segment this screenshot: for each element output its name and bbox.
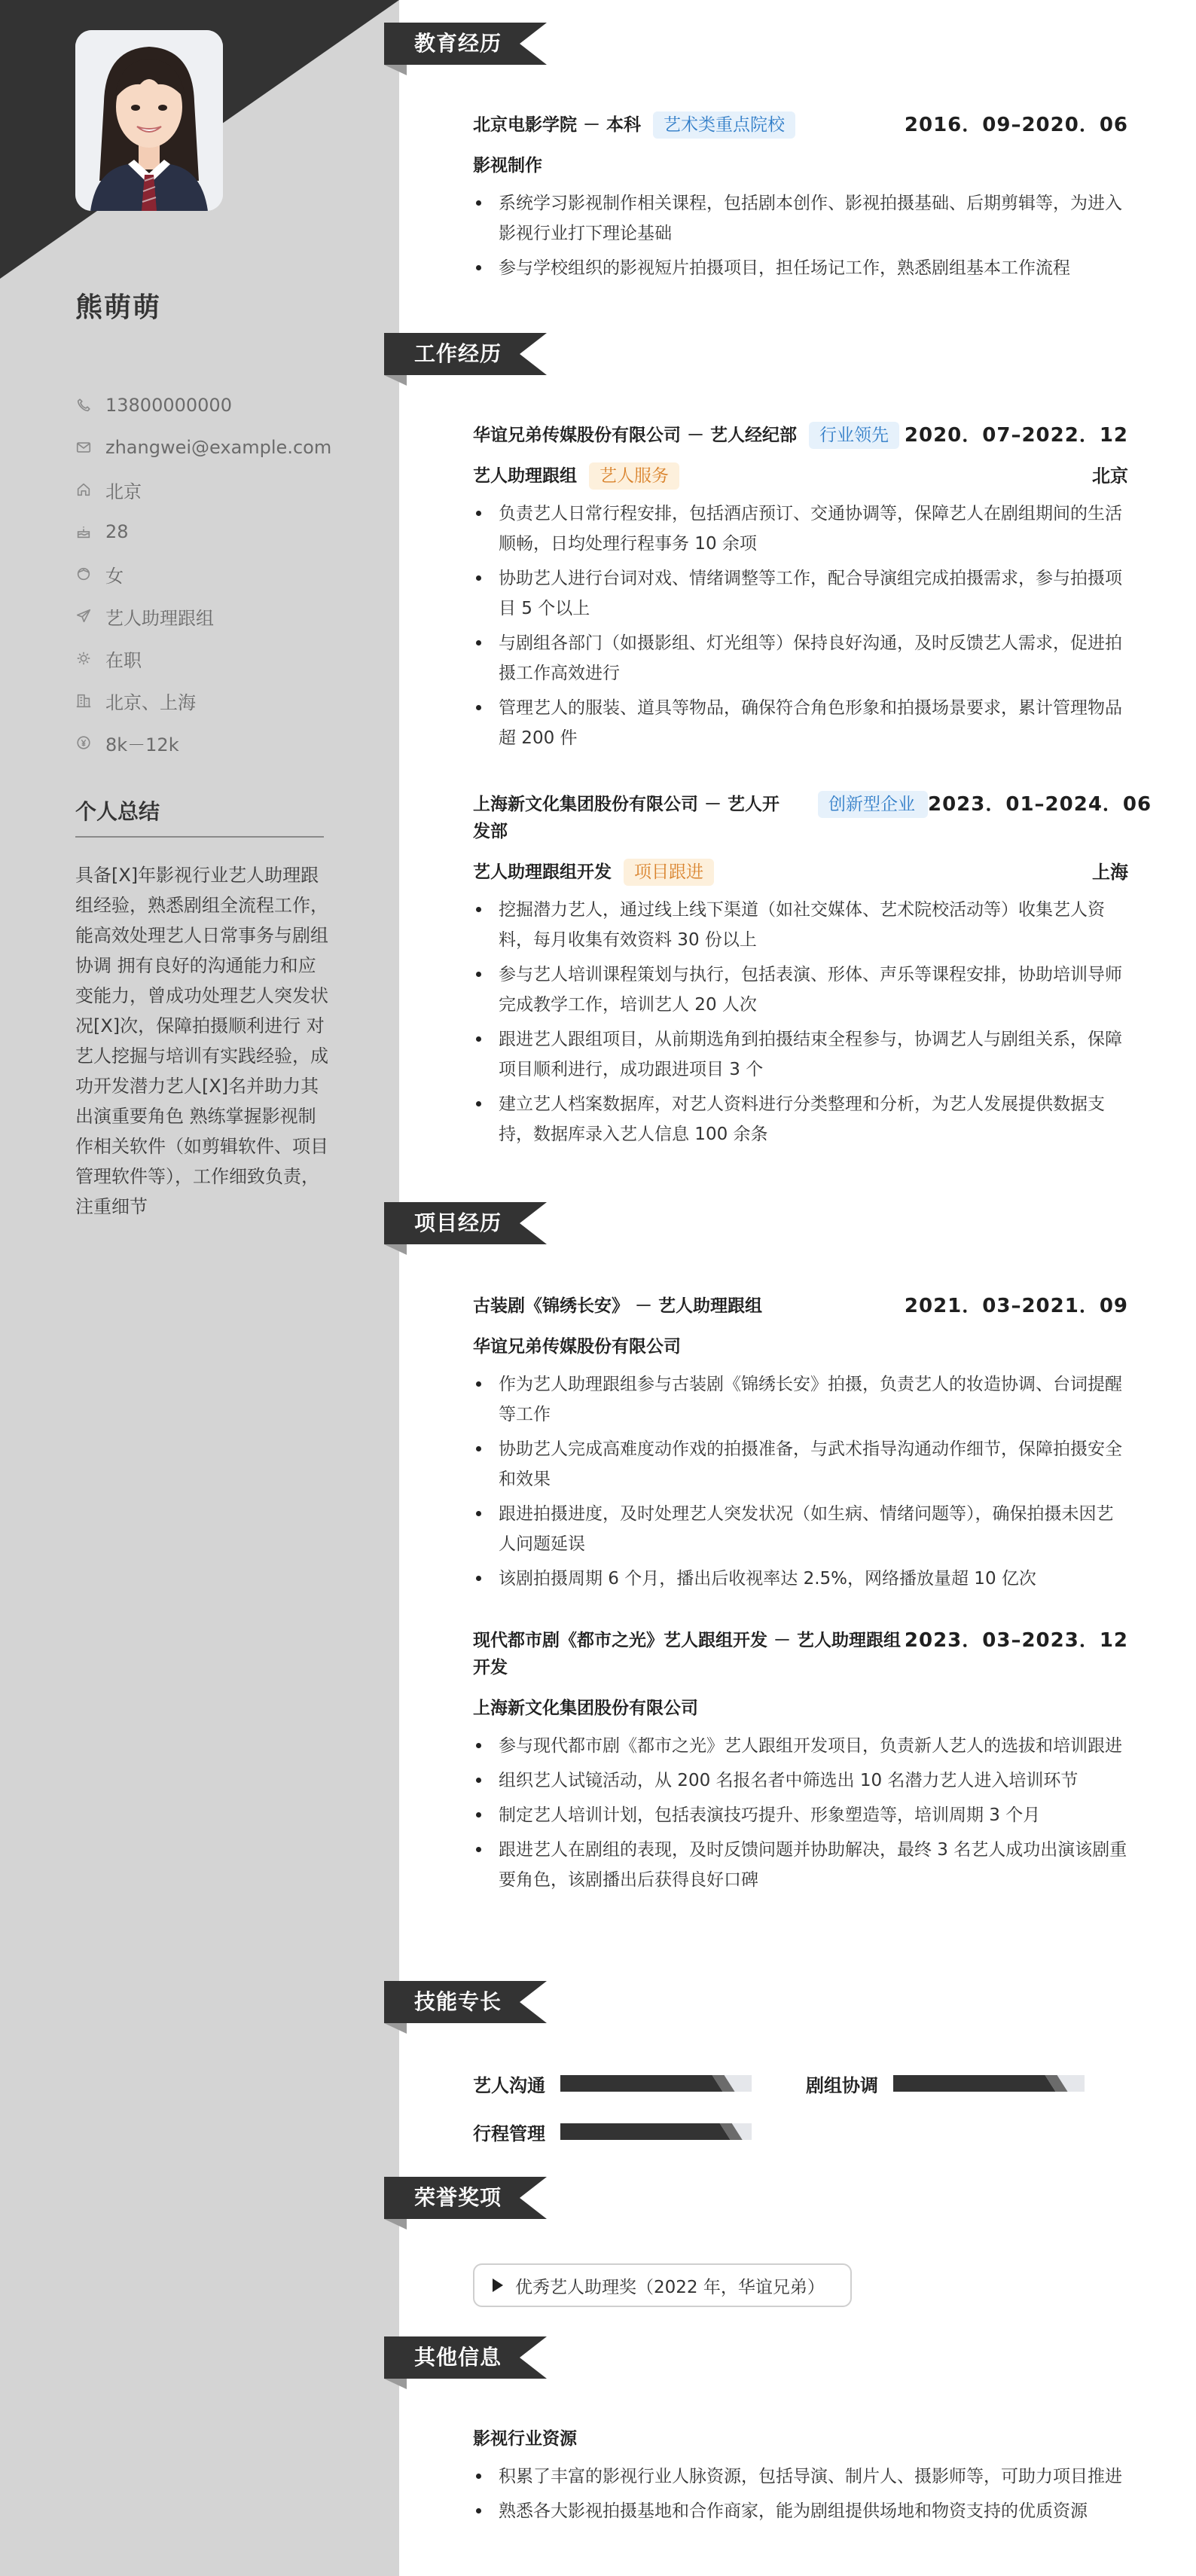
skill-level-graphic [893,2075,1085,2092]
company-tag: 创新型企业 [818,791,928,818]
location-text: 北京 [105,481,142,502]
skill-name: 艺人沟通 [473,2074,545,2096]
project-entry-2 [473,1627,1128,1900]
education-date: 2016．09–2020．06 [904,114,1128,136]
salary-icon [75,734,92,751]
company-name: 上海新文化集团股份有限公司 － 艺人开发部 [473,795,780,841]
list-item: 与剧组各部门（如摄影组、灯光组等）保持良好沟通，及时反馈艺人需求，促进拍摄工作高效进行 [473,628,1128,688]
summary-title: 个人总结 [75,799,160,824]
list-item: 跟进拍摄进度，及时处理艺人突发状况（如生病、情绪问题等），确保拍摄未因艺人问题延误 [473,1499,1128,1559]
work-bullets [473,895,1128,1149]
send-icon [75,608,92,624]
list-item: 组织艺人试镜活动，从 200 名报名者中筛选出 10 名潜力艺人进入培训环节 [473,1766,1128,1796]
info-row-salary [75,722,331,764]
age-text: 28 [105,521,129,542]
info-row-location [75,469,331,511]
work-date: 2023．01–2024．06 [928,793,1152,816]
list-item: 协助艺人完成高难度动作戏的拍摄准备，与武术指导沟通动作细节，保障拍摄安全和效果 [473,1434,1128,1494]
company-tag: 行业领先 [809,422,899,449]
school-tag: 艺术类重点院校 [653,111,795,139]
summary-text: 具备[X]年影视行业艺人助理跟组经验，熟悉剧组全流程工作，能高效处理艺人日常事务与剧组协调 拥有良好的沟通能力和应变能力，曾成功处理艺人突发状况[X]次，保障拍摄顺利进行 对艺人挖掘与培训有实践经验，成功开发潜力艺人[X]名并助力其出演重要角色 熟练掌握影视制作相关软件（如剪辑软件、项目管理软件等），工作细致负责，注重细节 [75,865,328,1217]
skill-level-graphic [560,2123,752,2140]
list-item: 跟进艺人跟组项目，从前期选角到拍摄结束全程参与，协调艺人与剧组关系，保障项目顺利进行，成功跟进项目 3 个 [473,1024,1128,1085]
award-badge [473,2263,852,2307]
sidebar [0,0,399,2576]
job-role: 艺人助理跟组 [473,466,577,486]
school-name: 北京电影学院 － 本科 [473,115,642,135]
project-title: 现代都市剧《都市之光》艺人跟组开发 － 艺人助理跟组开发 [473,1631,902,1677]
list-item: 协助艺人进行台词对戏、情绪调整等工作，配合导演组完成拍摄需求，参与拍摄项目 5 个以上 [473,563,1128,624]
avatar [75,30,223,211]
play-triangle-icon [493,2278,503,2292]
list-item: 参与学校组织的影视短片拍摄项目，担任场记工作，熟悉剧组基本工作流程 [473,253,1128,283]
gender-text: 女 [105,565,124,587]
info-row-phone [75,384,331,426]
city-text: 北京、上海 [105,691,196,713]
skill-level-bar [560,2075,752,2092]
list-item: 作为艺人助理跟组参与古装剧《锦绣长安》拍摄，负责艺人的妆造协调、台词提醒等工作 [473,1369,1128,1430]
list-item: 积累了丰富的影视行业人脉资源，包括导演、制片人、摄影师等，可助力项目推进 [473,2462,1128,2492]
role-tag: 艺人服务 [589,462,679,490]
section-header-work [384,333,547,383]
job-role: 艺人助理跟组开发 [473,862,612,882]
main-content [384,0,1196,2576]
gender-icon [75,566,92,582]
project-company: 华谊兄弟传媒股份有限公司 [473,1337,681,1357]
info-row-age [75,511,331,553]
section-title-awards: 荣誉奖项 [414,2185,502,2210]
section-title-skills: 技能专长 [414,1989,502,2014]
list-item: 负责艺人日常行程安排，包括酒店预订、交通协调等，保障艺人在剧组期间的生活顺畅，日均处理行程事务 10 余项 [473,499,1128,559]
section-title-work: 工作经历 [414,341,502,366]
other-entry [473,2425,1128,2531]
job-city: 北京 [1092,465,1128,487]
cake-icon [75,523,92,540]
phone-icon [75,397,92,414]
skill-level-bar [560,2123,752,2140]
info-row-city [75,679,331,722]
skill-item [473,2118,752,2145]
list-item: 建立艺人档案数据库，对艺人资料进行分类整理和分析，为艺人发展提供数据支持，数据库录入艺人信息 100 余条 [473,1089,1128,1149]
section-title-projects: 项目经历 [414,1210,502,1235]
list-item: 系统学习影视制作相关课程，包括剧本创作、影视拍摄基础、后期剪辑等，为进入影视行业打下理论基础 [473,188,1128,249]
skill-name: 行程管理 [473,2123,545,2144]
skill-item [473,2070,752,2097]
section-header-awards [384,2177,547,2227]
project-date: 2023．03–2023．12 [904,1629,1128,1652]
project-bullets [473,1731,1128,1895]
education-entry [473,111,1128,288]
section-header-other [384,2336,547,2386]
project-entry-1 [473,1293,1128,1598]
skill-level-graphic [560,2075,752,2092]
project-title: 古装剧《锦绣长安》 － 艺人助理跟组 [473,1296,763,1316]
email-text: zhangwei@example.com [105,437,332,458]
work-entry-2 [473,791,1152,1154]
email-icon [75,439,92,456]
list-item: 参与艺人培训课程策划与执行，包括表演、形体、声乐等课程安排，协助培训导师完成教学工作，培训艺人 20 人次 [473,960,1128,1020]
company-name: 华谊兄弟传媒股份有限公司 － 艺人经纪部 [473,426,798,445]
section-title-other: 其他信息 [414,2345,502,2370]
phone-text: 13800000000 [105,395,232,416]
skill-level-bar [893,2075,1085,2092]
work-date: 2020．07–2022．12 [904,424,1128,447]
list-item: 跟进艺人在剧组的表现，及时反馈问题并协助解决，最终 3 名艺人成功出演该剧重要角色，该剧播出后获得良好口碑 [473,1835,1128,1895]
work-bullets [473,499,1128,753]
list-item: 挖掘潜力艺人，通过线上线下渠道（如社交媒体、艺术院校活动等）收集艺人资料，每月收集有效资料 30 份以上 [473,895,1128,955]
skill-level-fill [560,2075,723,2092]
list-item: 管理艺人的服装、道具等物品，确保符合角色形象和拍摄场景要求，累计管理物品超 200 件 [473,693,1128,753]
other-title: 影视行业资源 [473,2429,577,2449]
section-header-projects [384,1202,547,1252]
major-name: 影视制作 [473,156,542,175]
list-item: 参与现代都市剧《都市之光》艺人跟组开发项目，负责新人艺人的选拔和培训跟进 [473,1731,1128,1761]
status-icon [75,650,92,667]
section-header-skills [384,1981,547,2031]
project-company: 上海新文化集团股份有限公司 [473,1699,698,1718]
section-header-education [384,23,547,72]
skill-level-fill [560,2123,731,2140]
info-row-position [75,595,331,637]
role-tag: 项目跟进 [624,859,714,886]
section-title-education: 教育经历 [414,31,502,56]
info-row-status [75,637,331,679]
project-date: 2021．03–2021．09 [904,1295,1128,1317]
position-text: 艺人助理跟组 [105,607,214,629]
work-entry-1 [473,422,1128,758]
other-bullets [473,2462,1128,2526]
skill-item [806,2070,1085,2097]
status-text: 在职 [105,649,142,671]
salary-text: 8k－12k [105,734,179,755]
project-bullets [473,1369,1128,1594]
list-item: 该剧拍摄周期 6 个月，播出后收视率达 2.5%，网络播放量超 10 亿次 [473,1564,1128,1594]
list-item: 制定艺人培训计划，包括表演技巧提升、形象塑造等，培训周期 3 个月 [473,1800,1128,1830]
skill-level-fill [893,2075,1056,2092]
home-icon [75,481,92,498]
info-row-email [75,426,331,469]
candidate-name: 熊萌萌 [75,292,162,323]
skill-name: 剧组协调 [806,2074,878,2096]
education-bullets [473,188,1128,283]
award-text: 优秀艺人助理奖（2022 年，华谊兄弟） [515,2277,825,2297]
job-city: 上海 [1092,862,1128,883]
contact-info-list [75,384,331,764]
summary-divider [75,836,324,838]
info-row-gender [75,553,331,595]
building-icon [75,692,92,709]
list-item: 熟悉各大影视拍摄基地和合作商家，能为剧组提供场地和物资支持的优质资源 [473,2496,1128,2526]
